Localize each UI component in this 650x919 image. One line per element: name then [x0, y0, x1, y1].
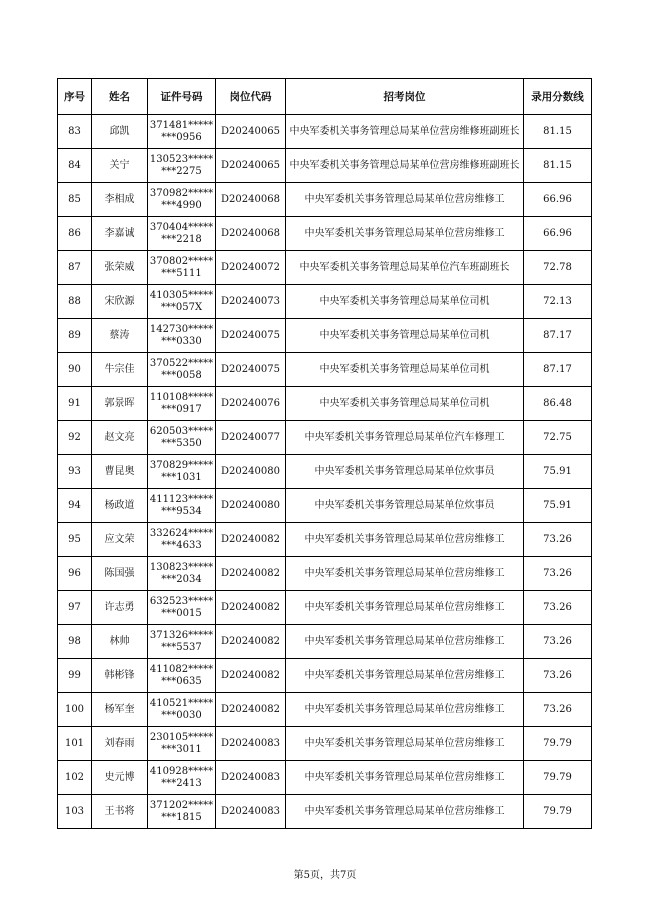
cell-post-code: D20240082 — [216, 693, 286, 727]
cell-id-number: 370404***** ***2218 — [148, 217, 216, 251]
cell-score: 73.26 — [524, 625, 592, 659]
cell-id-number: 410305***** ***057X — [148, 285, 216, 319]
table-row — [58, 693, 592, 727]
cell-name: 陈国强 — [92, 557, 148, 591]
table-header-row — [58, 79, 592, 115]
cell-name: 刘春雨 — [92, 727, 148, 761]
cell-post-title: 中央军委机关事务管理总局某单位营房维修工 — [286, 591, 524, 625]
cell-seq: 100 — [58, 693, 92, 727]
table-row — [58, 149, 592, 183]
cell-score: 72.13 — [524, 285, 592, 319]
cell-name: 李相成 — [92, 183, 148, 217]
table-row — [58, 183, 592, 217]
cell-id-number: 371481***** ***0956 — [148, 115, 216, 149]
cell-id-number: 632523***** ***0015 — [148, 591, 216, 625]
cell-score: 73.26 — [524, 557, 592, 591]
cell-id-number: 370522***** ***0058 — [148, 353, 216, 387]
cell-post-title: 中央军委机关事务管理总局某单位炊事员 — [286, 455, 524, 489]
cell-seq: 83 — [58, 115, 92, 149]
table-row — [58, 421, 592, 455]
cell-score: 81.15 — [524, 149, 592, 183]
cell-score: 79.79 — [524, 727, 592, 761]
cell-id-number: 370802***** ***5111 — [148, 251, 216, 285]
table-row — [58, 625, 592, 659]
table-row — [58, 217, 592, 251]
cell-id-number: 411123***** ***9534 — [148, 489, 216, 523]
cell-seq: 95 — [58, 523, 92, 557]
cell-id-number: 130823***** ***2034 — [148, 557, 216, 591]
cell-seq: 96 — [58, 557, 92, 591]
cell-seq: 87 — [58, 251, 92, 285]
cell-id-number: 371202***** ***1815 — [148, 795, 216, 829]
cell-name: 王书将 — [92, 795, 148, 829]
table-row — [58, 659, 592, 693]
cell-seq: 89 — [58, 319, 92, 353]
table-row — [58, 761, 592, 795]
cell-id-number: 370982***** ***4990 — [148, 183, 216, 217]
header-name: 姓名 — [92, 79, 148, 115]
cell-post-code: D20240082 — [216, 557, 286, 591]
header-code: 岗位代码 — [216, 79, 286, 115]
cell-name: 关宁 — [92, 149, 148, 183]
cell-post-title: 中央军委机关事务管理总局某单位营房维修工 — [286, 625, 524, 659]
cell-post-code: D20240073 — [216, 285, 286, 319]
cell-id-number: 230105***** ***3011 — [148, 727, 216, 761]
cell-name: 邱凯 — [92, 115, 148, 149]
header-score: 录用分数线 — [524, 79, 592, 115]
cell-name: 赵文亮 — [92, 421, 148, 455]
cell-id-number: 130523***** ***2275 — [148, 149, 216, 183]
table-row — [58, 115, 592, 149]
cell-score: 87.17 — [524, 319, 592, 353]
table-row — [58, 489, 592, 523]
cell-post-code: D20240082 — [216, 591, 286, 625]
cell-name: 韩彬锋 — [92, 659, 148, 693]
cell-id-number: 371326***** ***5537 — [148, 625, 216, 659]
cell-score: 73.26 — [524, 523, 592, 557]
cell-post-code: D20240083 — [216, 727, 286, 761]
table-row — [58, 251, 592, 285]
header-post: 招考岗位 — [286, 79, 524, 115]
cell-score: 73.26 — [524, 659, 592, 693]
cell-post-title: 中央军委机关事务管理总局某单位营房维修工 — [286, 761, 524, 795]
cell-post-title: 中央军委机关事务管理总局某单位营房维修工 — [286, 727, 524, 761]
page-number: 第5页，共7页 — [293, 870, 357, 881]
cell-id-number: 332624***** ***4633 — [148, 523, 216, 557]
cell-post-code: D20240082 — [216, 659, 286, 693]
cell-id-number: 142730***** ***0330 — [148, 319, 216, 353]
cell-id-number: 620503***** ***5350 — [148, 421, 216, 455]
cell-seq: 84 — [58, 149, 92, 183]
table-row — [58, 455, 592, 489]
cell-post-code: D20240075 — [216, 319, 286, 353]
cell-post-code: D20240072 — [216, 251, 286, 285]
cell-post-code: D20240083 — [216, 795, 286, 829]
cell-seq: 93 — [58, 455, 92, 489]
header-id: 证件号码 — [148, 79, 216, 115]
cell-id-number: 370829***** ***1031 — [148, 455, 216, 489]
cell-seq: 94 — [58, 489, 92, 523]
cell-post-title: 中央军委机关事务管理总局某单位司机 — [286, 387, 524, 421]
cell-name: 杨政道 — [92, 489, 148, 523]
cell-seq: 85 — [58, 183, 92, 217]
table-row — [58, 557, 592, 591]
cell-post-title: 中央军委机关事务管理总局某单位司机 — [286, 353, 524, 387]
cell-name: 曹昆奥 — [92, 455, 148, 489]
cell-name: 李嘉诚 — [92, 217, 148, 251]
cell-post-title: 中央军委机关事务管理总局某单位营房维修工 — [286, 183, 524, 217]
cell-post-code: D20240075 — [216, 353, 286, 387]
cell-post-code: D20240068 — [216, 183, 286, 217]
cell-post-code: D20240080 — [216, 489, 286, 523]
cell-seq: 90 — [58, 353, 92, 387]
cell-score: 66.96 — [524, 217, 592, 251]
cell-seq: 98 — [58, 625, 92, 659]
cell-name: 张荣威 — [92, 251, 148, 285]
cell-score: 73.26 — [524, 693, 592, 727]
cell-post-title: 中央军委机关事务管理总局某单位营房维修工 — [286, 659, 524, 693]
cell-score: 72.78 — [524, 251, 592, 285]
cell-score: 79.79 — [524, 761, 592, 795]
cell-post-title: 中央军委机关事务管理总局某单位营房维修班副班长 — [286, 115, 524, 149]
cell-post-code: D20240076 — [216, 387, 286, 421]
cell-seq: 101 — [58, 727, 92, 761]
cell-post-code: D20240083 — [216, 761, 286, 795]
cell-post-title: 中央军委机关事务管理总局某单位营房维修工 — [286, 557, 524, 591]
cell-seq: 99 — [58, 659, 92, 693]
cell-seq: 88 — [58, 285, 92, 319]
cell-post-code: D20240065 — [216, 115, 286, 149]
cell-name: 牛宗佳 — [92, 353, 148, 387]
cell-post-code: D20240077 — [216, 421, 286, 455]
table-row — [58, 319, 592, 353]
cell-name: 许志勇 — [92, 591, 148, 625]
cell-id-number: 410928***** ***2413 — [148, 761, 216, 795]
cell-seq: 103 — [58, 795, 92, 829]
cell-name: 史元博 — [92, 761, 148, 795]
cell-score: 79.79 — [524, 795, 592, 829]
cell-score: 72.75 — [524, 421, 592, 455]
roster-table — [57, 78, 592, 829]
cell-score: 81.15 — [524, 115, 592, 149]
cell-post-code: D20240065 — [216, 149, 286, 183]
cell-name: 杨军奎 — [92, 693, 148, 727]
cell-post-title: 中央军委机关事务管理总局某单位司机 — [286, 285, 524, 319]
cell-post-code: D20240082 — [216, 625, 286, 659]
cell-post-title: 中央军委机关事务管理总局某单位司机 — [286, 319, 524, 353]
cell-name: 宋欣源 — [92, 285, 148, 319]
cell-post-title: 中央军委机关事务管理总局某单位汽车修理工 — [286, 421, 524, 455]
cell-name: 蔡涛 — [92, 319, 148, 353]
cell-seq: 91 — [58, 387, 92, 421]
cell-score: 73.26 — [524, 591, 592, 625]
cell-post-title: 中央军委机关事务管理总局某单位营房维修班副班长 — [286, 149, 524, 183]
cell-post-title: 中央军委机关事务管理总局某单位营房维修工 — [286, 693, 524, 727]
cell-post-title: 中央军委机关事务管理总局某单位炊事员 — [286, 489, 524, 523]
cell-post-code: D20240068 — [216, 217, 286, 251]
cell-score: 75.91 — [524, 455, 592, 489]
table-body — [58, 115, 592, 829]
table-row — [58, 727, 592, 761]
cell-post-code: D20240080 — [216, 455, 286, 489]
cell-post-title: 中央军委机关事务管理总局某单位营房维修工 — [286, 523, 524, 557]
cell-seq: 86 — [58, 217, 92, 251]
cell-id-number: 110108***** ***0917 — [148, 387, 216, 421]
table-row — [58, 387, 592, 421]
cell-post-title: 中央军委机关事务管理总局某单位营房维修工 — [286, 217, 524, 251]
cell-seq: 97 — [58, 591, 92, 625]
cell-post-title: 中央军委机关事务管理总局某单位汽车班副班长 — [286, 251, 524, 285]
cell-name: 林帅 — [92, 625, 148, 659]
cell-score: 66.96 — [524, 183, 592, 217]
table-row — [58, 285, 592, 319]
cell-score: 87.17 — [524, 353, 592, 387]
cell-post-code: D20240082 — [216, 523, 286, 557]
cell-name: 郭景晖 — [92, 387, 148, 421]
cell-id-number: 410521***** ***0030 — [148, 693, 216, 727]
header-seq: 序号 — [58, 79, 92, 115]
cell-score: 86.48 — [524, 387, 592, 421]
table-row — [58, 795, 592, 829]
cell-id-number: 411082***** ***0635 — [148, 659, 216, 693]
cell-seq: 102 — [58, 761, 92, 795]
table-row — [58, 591, 592, 625]
table-row — [58, 523, 592, 557]
cell-name: 应文荣 — [92, 523, 148, 557]
cell-post-title: 中央军委机关事务管理总局某单位营房维修工 — [286, 795, 524, 829]
cell-score: 75.91 — [524, 489, 592, 523]
cell-seq: 92 — [58, 421, 92, 455]
table-row — [58, 353, 592, 387]
